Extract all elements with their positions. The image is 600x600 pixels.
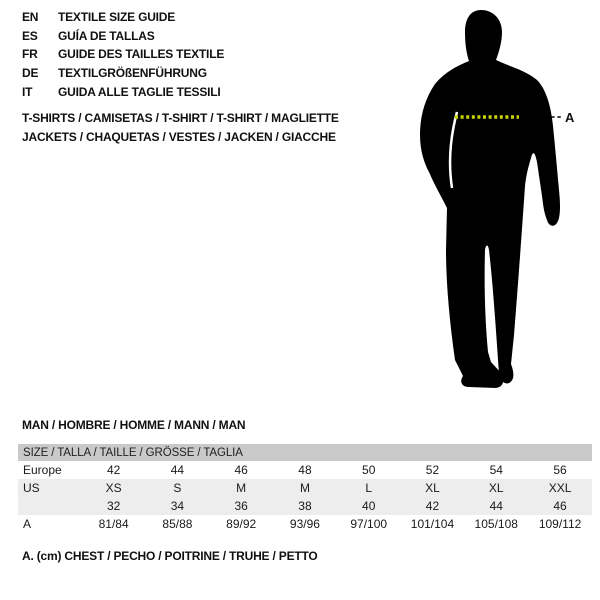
size-cell: 42 — [106, 463, 121, 477]
language-title: TEXTILGRÖßENFÜHRUNG — [58, 66, 207, 81]
category-jackets: JACKETS / CHAQUETAS / VESTES / JACKEN / GIACCHE — [22, 130, 336, 145]
size-cell: M — [236, 481, 247, 495]
size-cell: 105/108 — [474, 517, 518, 531]
size-cell: 50 — [362, 463, 376, 477]
language-code: FR — [22, 47, 38, 62]
size-table-header-row — [18, 444, 592, 461]
row-label: Europe — [23, 463, 62, 477]
size-cell: 34 — [170, 499, 185, 513]
language-code: IT — [22, 84, 33, 99]
size-cell: 40 — [362, 499, 376, 513]
size-cell: 44 — [170, 463, 185, 477]
language-title: GUIDA ALLE TAGLIE TESSILI — [58, 84, 221, 99]
size-cell: S — [173, 481, 182, 495]
language-row — [22, 27, 224, 46]
man-silhouette-body — [420, 10, 560, 388]
size-cell: 32 — [106, 499, 121, 513]
size-cell: XL — [425, 481, 440, 495]
row-label: US — [23, 481, 40, 495]
category-list — [22, 109, 339, 148]
size-cell: 48 — [298, 463, 312, 477]
size-cell: 36 — [234, 499, 248, 513]
size-cell: 109/112 — [538, 517, 582, 531]
language-title: GUÍA DE TALLAS — [58, 28, 155, 43]
size-cell: 52 — [425, 463, 440, 477]
table-row-chest — [18, 515, 592, 533]
language-title: GUIDE DES TAILLES TEXTILE — [58, 47, 225, 62]
size-cell: 42 — [425, 499, 440, 513]
language-title: TEXTILE SIZE GUIDE — [58, 10, 176, 25]
size-cell: 46 — [553, 499, 567, 513]
size-cell: 54 — [489, 463, 503, 477]
category-tshirts: T-SHIRTS / CAMISETAS / T-SHIRT / T-SHIRT / MAGLIETTE — [22, 111, 339, 125]
size-cell: 85/88 — [162, 517, 193, 531]
size-cell: 93/96 — [289, 517, 320, 531]
measurement-legend: A. (cm) CHEST / PECHO / POITRINE / TRUHE / PETTO — [22, 549, 318, 563]
chest-measure-label: A — [565, 110, 575, 125]
section-title: MAN / HOMBRE / HOMME / MANN / MAN — [22, 418, 246, 432]
size-cell: M — [299, 481, 310, 495]
size-cell: XXL — [548, 481, 572, 495]
size-cell: 89/92 — [226, 517, 257, 531]
size-table-header: SIZE / TALLA / TAILLE / GRÖSSE / TAGLIA — [18, 444, 592, 461]
language-list — [22, 8, 224, 101]
language-row — [22, 8, 224, 27]
size-cell: 97/100 — [350, 517, 388, 531]
size-cell: XL — [488, 481, 504, 495]
size-cell: 38 — [298, 499, 312, 513]
size-cell: 101/104 — [410, 517, 455, 531]
size-cell: L — [365, 481, 373, 495]
size-cell: 46 — [234, 463, 248, 477]
language-code: EN — [22, 10, 39, 25]
size-cell: XS — [105, 481, 122, 495]
man-silhouette — [405, 0, 600, 410]
language-code: ES — [22, 28, 38, 43]
size-cell: 56 — [553, 463, 567, 477]
language-row — [22, 64, 224, 83]
row-label: A — [23, 517, 32, 531]
language-row — [22, 82, 224, 101]
size-table — [18, 444, 592, 533]
table-row-numeric — [18, 497, 592, 515]
table-row-us — [18, 479, 592, 497]
row-label — [18, 497, 82, 515]
language-code: DE — [22, 66, 39, 81]
size-cell: 81/84 — [98, 517, 129, 531]
language-row — [22, 45, 224, 64]
size-cell: 44 — [489, 499, 503, 513]
table-row-europe — [18, 461, 592, 479]
